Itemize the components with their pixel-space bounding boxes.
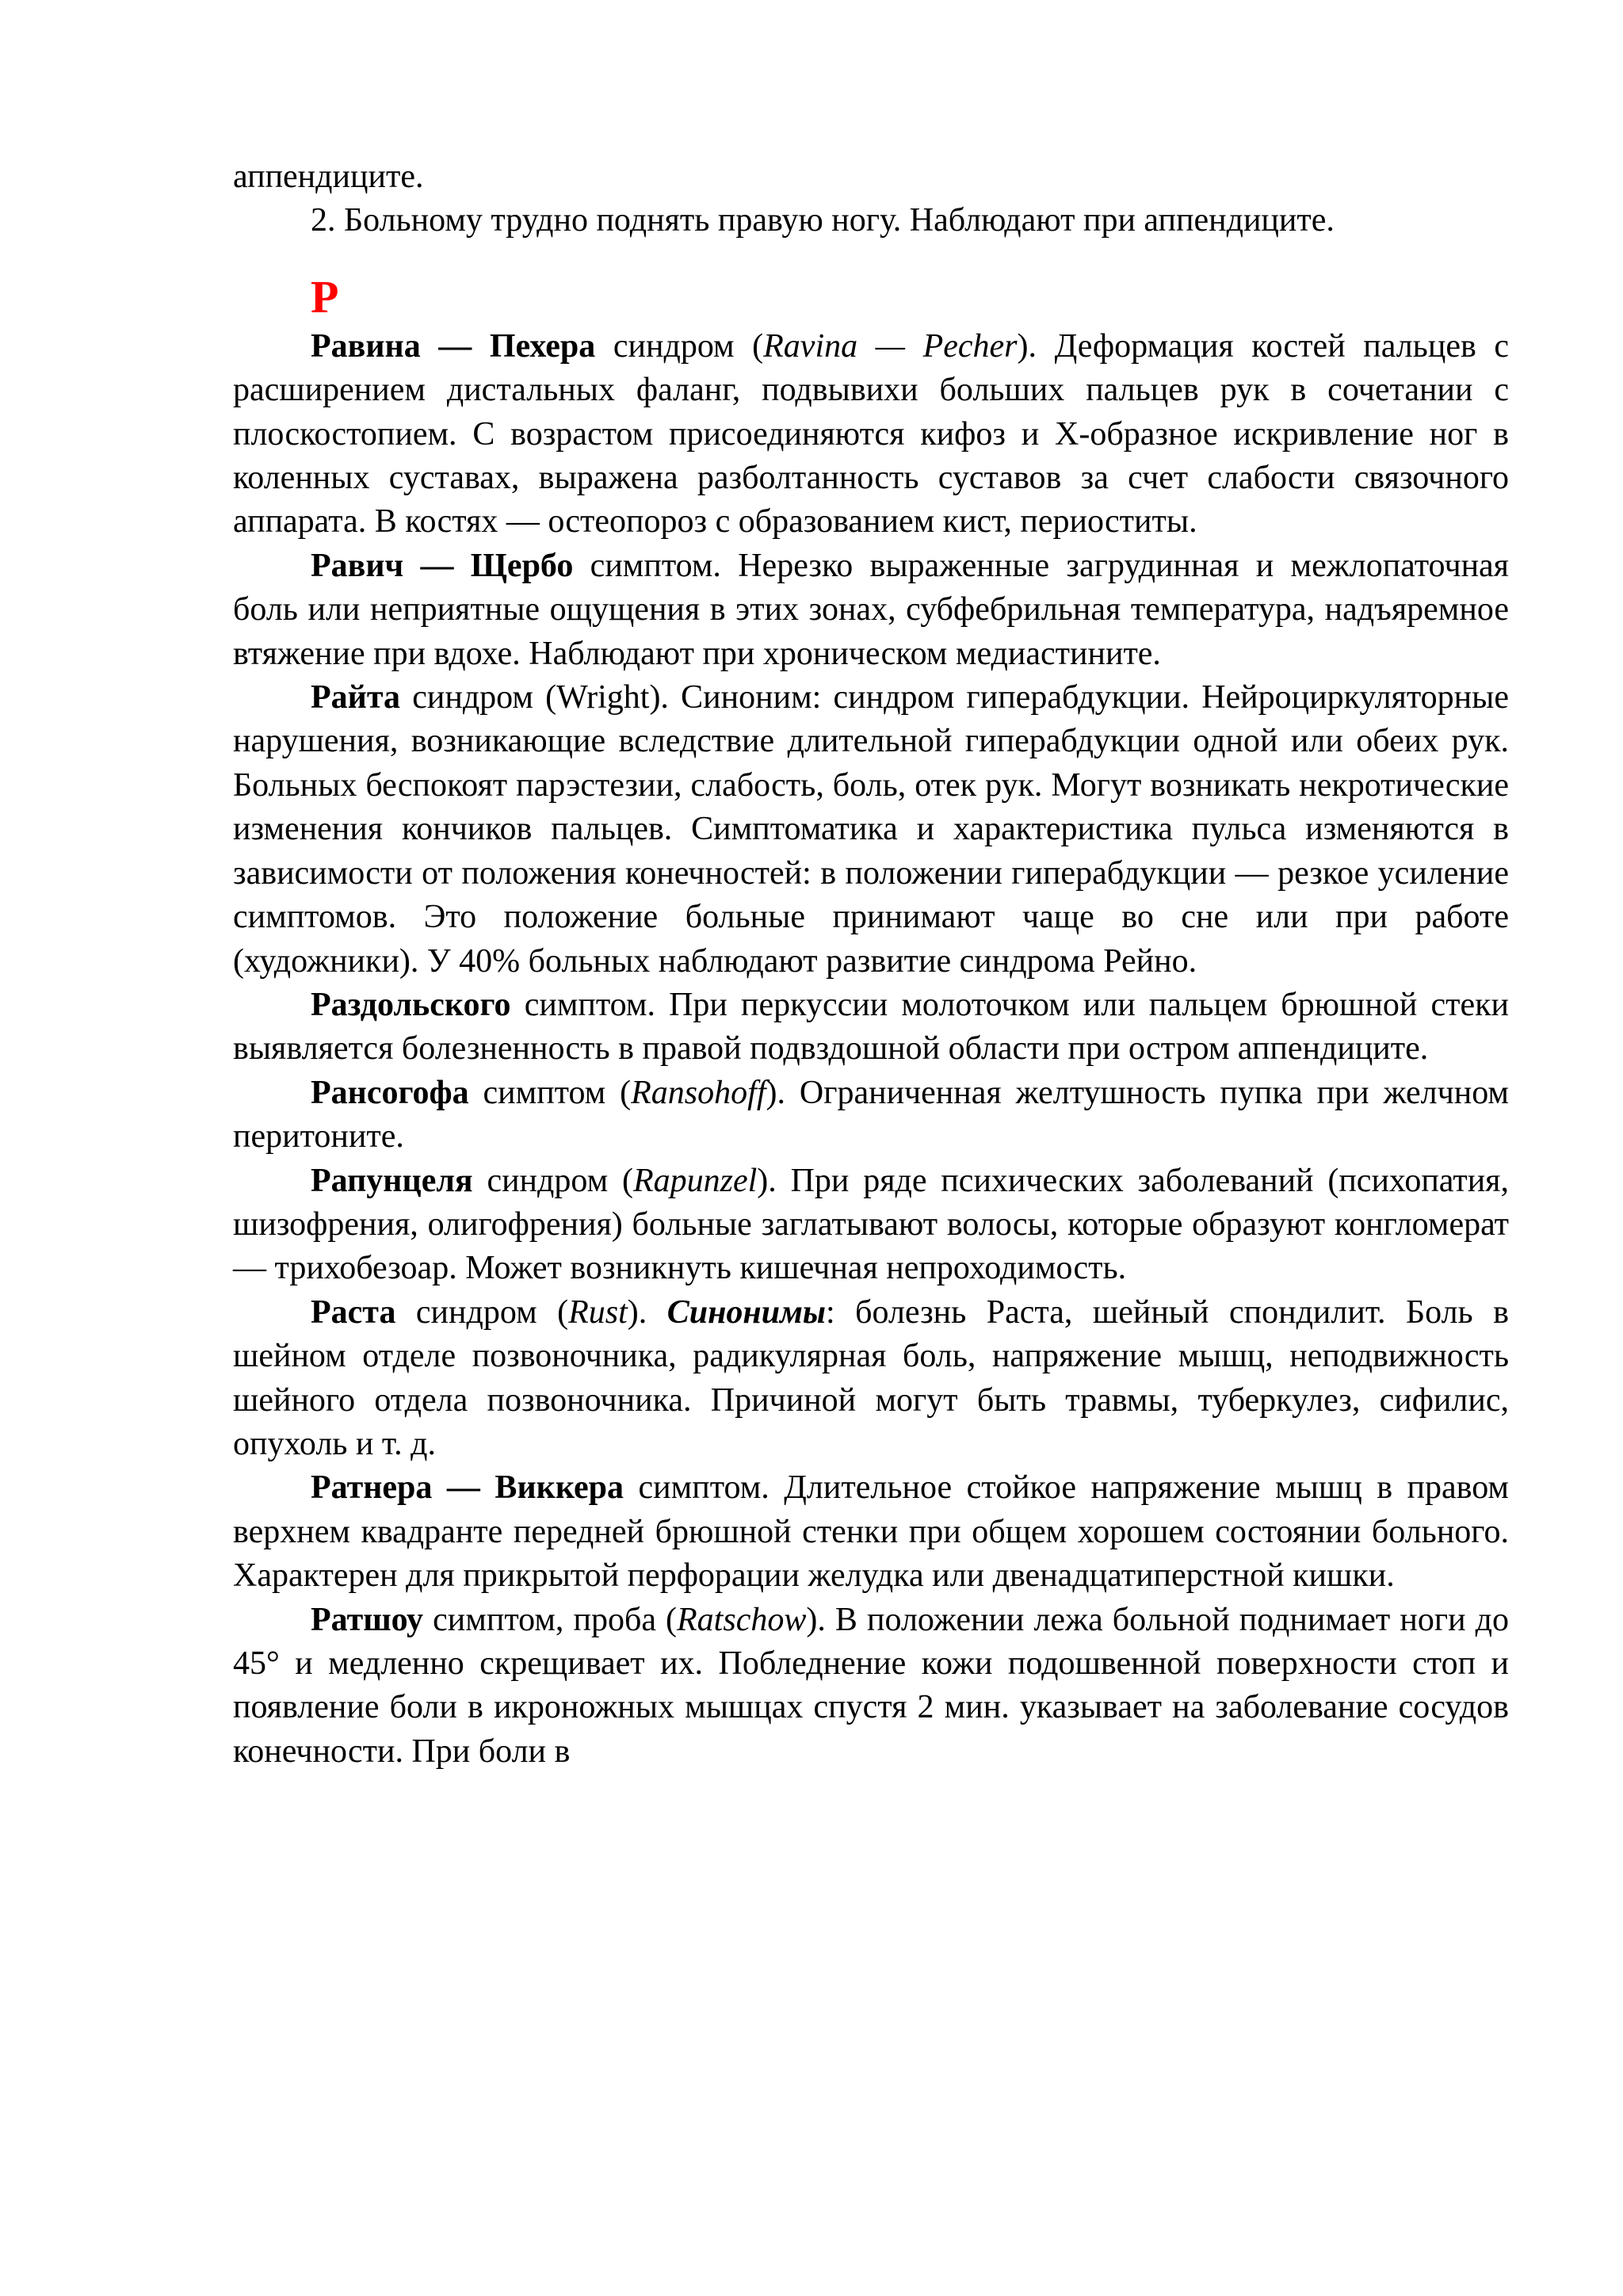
entry-term: Рансогофа [311,1074,469,1111]
entry-term: Раздольского [311,986,511,1023]
entry-rapuntselya: Рапунцеля синдром (Rapunzel). При ряде психических заболеваний (психопатия, шизофрения, олигофрения) больные заглатывают волосы, которые образуют конгломерат — трихобезоар. Может возникнуть кишечная непроходимость. [233,1162,1510,1287]
entry-ratshou: Ратшоу симптом, проба (Ratschow). В положении лежа больной поднимает ноги до 45° и медленно скрещивает их. Побледнение кожи подошвенной поверхности стоп и появление боли в икроножных мышцах спустя 2 мин. указывает на заболевание сосудов конечности. При боли в [233,1601,1509,1770]
entry-ratnera-vikkera: Ратнера — Виккера симптом. Длительное стойкое напряжение мышц в правом верхнем квадранте передней брюшной стенки при общем хорошем состоянии больного. Характерен для прикрытой перфорации желудка или двенадцатиперстной кишки. [233,1469,1509,1595]
entry-term: Раста [311,1293,396,1331]
entry-term: Равич — Щербо [311,547,574,584]
entry-ravich-shcherbo: Равич — Щербо симптом. Нерезко выраженные загрудинная и межлопаточная боль или неприятные ощущения в этих зонах, субфебрильная температура, надъяремное втяжение при вдохе. Наблюдают при хроническом медиастините. [233,547,1509,672]
document-page [233,155,1509,1774]
entry-ravina-pecher: Равина — Пехера синдром (Ravina — Pecher). Деформация костей пальцев с расширением дистальных фаланг, подвывихи больших пальцев рук в сочетании с плоскостопием. С возрастом присоединяются кифоз и Х-образное искривление ног в коленных суставах, выражена разболтанность суставов за счет слабости связочного аппарата. В костях — остеопороз с образованием кист, периоститы. [233,327,1509,541]
entry-latin-name: Ravina — Pecher [763,327,1018,365]
section-letter-heading: Р [311,270,339,323]
entry-latin-name: Ratschow [677,1601,807,1638]
intro-line: аппендиците. [233,159,424,195]
intro-item-2: 2. Больному трудно поднять правую ногу. Наблюдают при аппендиците. [311,202,1335,239]
entry-term: Рапунцеля [311,1162,473,1199]
entry-term: Равина — Пехера [311,327,596,365]
entry-term: Ратшоу [311,1601,424,1638]
entry-term: Райта [311,679,400,716]
entry-latin-name: Rust [568,1293,628,1331]
synonyms-label: Синонимы [666,1293,827,1331]
entry-raita: Райта синдром (Wright). Синоним: синдром гиперабдукции. Нейроциркуляторные нарушения, возникающие вследствие длительной гиперабдукции одной или обеих рук. Больных беспокоят парэстезии, слабость, боль, отек рук. Могут возникать некротические изменения кончиков пальцев. Симптоматика и характеристика пульса изменяются в зависимости от положения конечностей: в положении гиперабдукции — резкое усиление симптомов. Это положение больные принимают чаще во сне или при работе (художники). У 40% больных наблюдают развитие синдрома Рейно. [233,679,1509,980]
entry-latin-name: Rapunzel [632,1162,758,1199]
entry-ransogofa: Рансогофа симптом (Ransohoff). Ограниченная желтушность пупка при желчном перитоните. [233,1074,1509,1156]
entry-rasta: Раста синдром (Rust). Синонимы: болезнь Раста, шейный спондилит. Боль в шейном отделе позвоночника, радикулярная боль, напряжение мышц, неподвижность шейного отдела позвоночника. Причиной могут быть травмы, туберкулез, сифилис, опухоль и т. д. [233,1293,1509,1462]
entry-razdolskogo: Раздольского симптом. При перкуссии молоточком или пальцем брюшной стеки выявляется болезненность в правой подвздошной области при остром аппендиците. [233,986,1509,1068]
entry-latin-name: Ransohoff [631,1074,766,1111]
entry-term: Ратнера — Виккера [311,1469,624,1507]
